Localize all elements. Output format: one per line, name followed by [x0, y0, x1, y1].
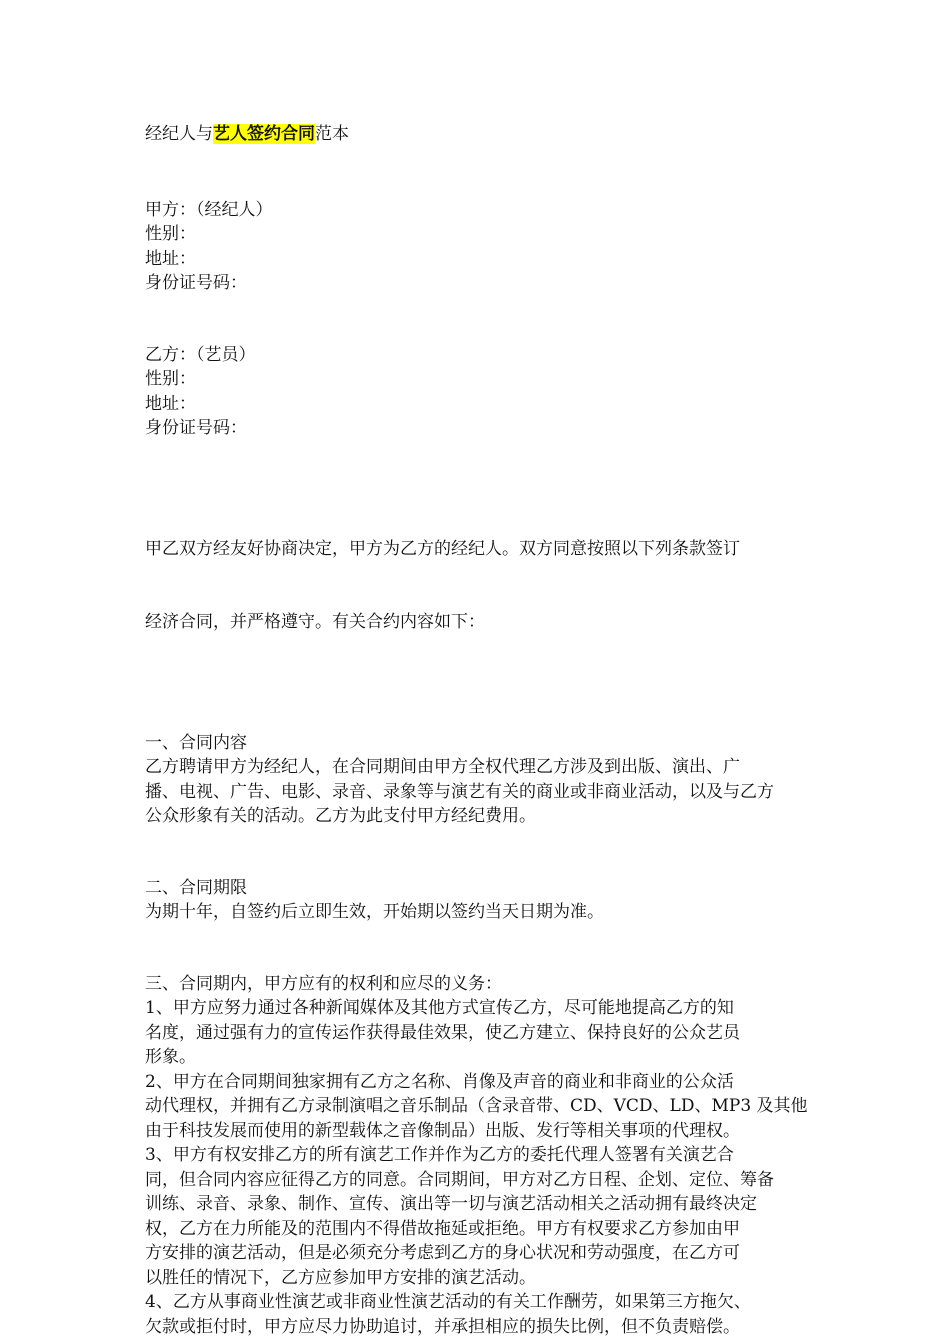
- title-prefix: 经纪人与: [145, 124, 213, 144]
- spacer: [145, 296, 815, 343]
- section-heading: 三、合同期内，甲方应有的权利和应尽的义务：: [145, 973, 502, 994]
- spacer: [145, 829, 815, 876]
- party-b-heading: 乙方：（艺员）: [145, 344, 256, 365]
- spacer: [145, 441, 815, 488]
- section-line: 动代理权，并拥有乙方录制演唱之音乐制品（含录音带、CD、VCD、LD、MP3 及其他: [145, 1096, 808, 1116]
- intro-line: 甲乙双方经友好协商决定，甲方为乙方的经纪人。双方同意按照以下列条款签订: [145, 538, 740, 559]
- section-line: 权，乙方在力所能及的范围内不得借故拖延或拒绝。甲方有权要求乙方参加由甲: [145, 1218, 740, 1239]
- party-a-heading: 甲方：（经纪人）: [145, 199, 273, 220]
- section-party-a-rights: [145, 972, 815, 1340]
- section-line: 形象。: [145, 1047, 196, 1067]
- title-suffix: 范本: [315, 124, 349, 144]
- party-b-address: 地址：: [145, 393, 196, 414]
- section-contract-term: [145, 876, 815, 925]
- party-b-block: [145, 343, 815, 441]
- section-line: 1、甲方应努力通过各种新闻媒体及其他方式宣传乙方，尽可能地提高乙方的知: [145, 998, 734, 1018]
- section-line: 同，但合同内容应征得乙方的同意。合同期间，甲方对乙方日程、企划、定位、筹备: [145, 1169, 774, 1190]
- party-a-address: 地址：: [145, 248, 196, 269]
- section-line: 为期十年，自签约后立即生效，开始期以签约当天日期为准。: [145, 902, 604, 922]
- section-line: 4、乙方从事商业性演艺或非商业性演艺活动的有关工作酬劳，如果第三方拖欠、: [145, 1292, 751, 1312]
- section-contract-content: [145, 731, 815, 829]
- spacer: [145, 684, 815, 731]
- party-a-id-number: 身份证号码：: [145, 273, 247, 293]
- party-a-gender: 性别：: [145, 224, 196, 244]
- section-line: 公众形象有关的活动。乙方为此支付甲方经纪费用。: [145, 806, 536, 826]
- section-line: 乙方聘请甲方为经纪人，在合同期间由甲方全权代理乙方涉及到出版、演出、广: [145, 757, 740, 777]
- party-a-block: [145, 198, 815, 296]
- section-heading: 一、合同内容: [145, 732, 247, 753]
- section-line: 训练、录音、录象、制作、宣传、演出等一切与演艺活动相关之活动拥有最终决定: [145, 1194, 757, 1214]
- section-line: 由于科技发展而使用的新型载体之音像制品）出版、发行等相关事项的代理权。: [145, 1120, 740, 1141]
- section-line: 名度，通过强有力的宣传运作获得最佳效果，使乙方建立、保持良好的公众艺员: [145, 1022, 740, 1043]
- section-line: 以胜任的情况下，乙方应参加甲方安排的演艺活动。: [145, 1267, 536, 1288]
- spacer: [145, 925, 815, 972]
- section-line: 欠款或拒付时，甲方应尽力协助追讨，并承担相应的损失比例，但不负责赔偿。: [145, 1316, 740, 1337]
- section-line: 播、电视、广告、电影、录音、录象等与演艺有关的商业或非商业活动，以及与乙方: [145, 781, 774, 802]
- intro-line: 经济合同，并严格遵守。有关合约内容如下：: [145, 612, 485, 632]
- section-line: 3、甲方有权安排乙方的所有演艺工作并作为乙方的委托代理人签署有关演艺合: [145, 1145, 734, 1165]
- party-b-gender: 性别：: [145, 369, 196, 389]
- section-line: 方安排的演艺活动，但是必须充分考虑到乙方的身心状况和劳动强度，在乙方可: [145, 1243, 740, 1263]
- title-highlight: 艺人签约合同: [213, 124, 315, 144]
- document-page: [145, 122, 815, 1339]
- party-b-id-number: 身份证号码：: [145, 418, 247, 438]
- intro-paragraph: [145, 488, 815, 684]
- spacer: [145, 147, 815, 198]
- section-heading: 二、合同期限: [145, 877, 247, 898]
- document-title: [145, 122, 815, 147]
- section-line: 2、甲方在合同期间独家拥有乙方之名称、肖像及声音的商业和非商业的公众活: [145, 1071, 734, 1092]
